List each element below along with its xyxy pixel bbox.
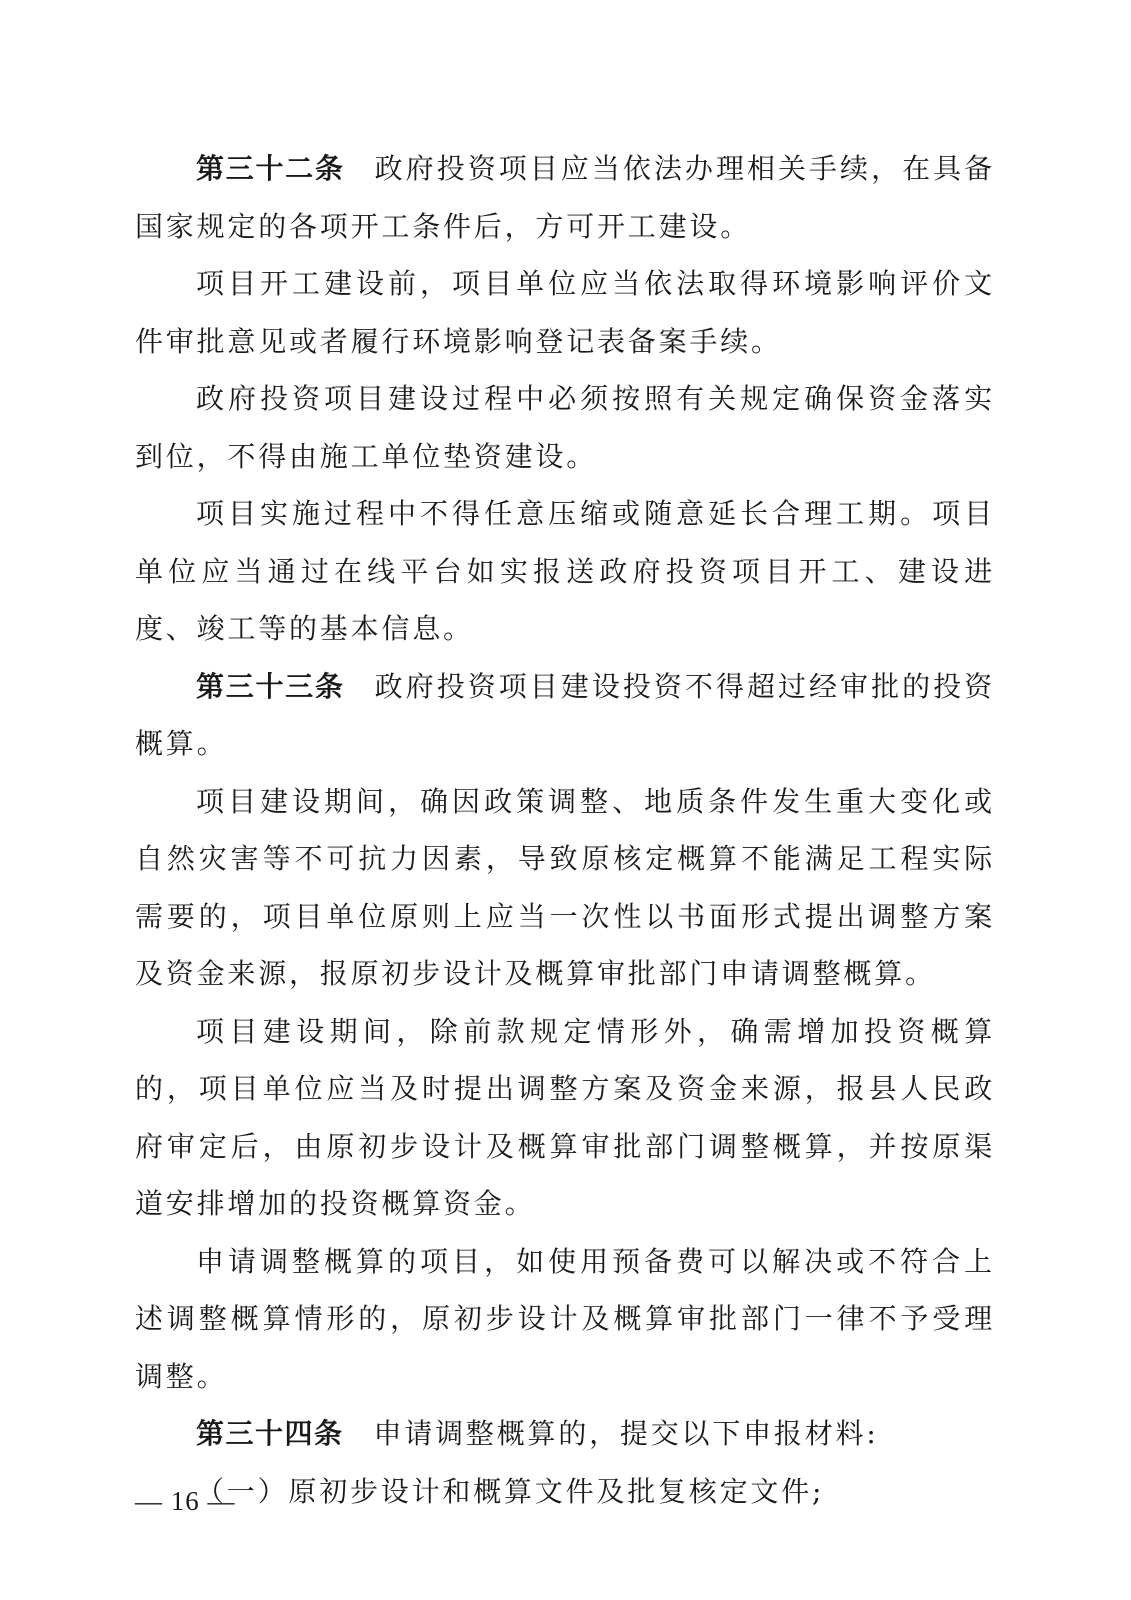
- article-32-paragraph-3: 政府投资项目建设过程中必须按照有关规定确保资金落实到位，不得由施工单位垫资建设。: [135, 382, 995, 473]
- article-33-heading: 第三十三条: [196, 669, 345, 703]
- document-body: [135, 140, 995, 1520]
- article-34-list-item-1: （一）原初步设计和概算文件及批复核定文件;: [196, 1474, 825, 1508]
- article-33-paragraph-1: [135, 658, 995, 773]
- article-33-paragraph-3: 项目建设期间，除前款规定情形外，确需增加投资概算的，项目单位应当及时提出调整方案及资金来源，报县人民政府审定后，由原初步设计及概算审批部门调整概算，并按原渠道安排增加的投资概算资金。: [135, 1014, 995, 1220]
- page-number: — 16 —: [135, 1486, 236, 1516]
- article-34-text-1: 申请调整概算的，提交以下申报材料:: [373, 1417, 879, 1450]
- article-33-paragraph-2: 项目建设期间，确因政策调整、地质条件发生重大变化或自然灾害等不可抗力因素，导致原核定概算不能满足工程实际需要的，项目单位原则上应当一次性以书面形式提出调整方案及资金来源，报原初步设计及概算审批部门申请调整概算。: [135, 784, 995, 990]
- article-32-text-1: 政府投资项目应当依法办理相关手续，在具备国家规定的各项开工条件后，方可开工建设。: [135, 152, 995, 243]
- article-34-paragraph-1: [135, 1405, 995, 1463]
- article-32-paragraph-2: 项目开工建设前，项目单位应当依法取得环境影响评价文件审批意见或者履行环境影响登记表备案手续。: [135, 267, 995, 358]
- article-34-heading: 第三十四条: [196, 1417, 344, 1450]
- article-32-paragraph-4: 项目实施过程中不得任意压缩或随意延长合理工期。项目单位应当通过在线平台如实报送政府投资项目开工、建设进度、竣工等的基本信息。: [135, 497, 995, 645]
- article-32-heading: 第三十二条: [196, 152, 345, 185]
- article-33-paragraph-4: 申请调整概算的项目，如使用预备费可以解决或不符合上述调整概算情形的，原初步设计及概算审批部门一律不予受理调整。: [135, 1244, 995, 1393]
- article-32-paragraph-1: [135, 140, 995, 255]
- article-33-text-1: 政府投资项目建设投资不得超过经审批的投资概算。: [135, 669, 995, 760]
